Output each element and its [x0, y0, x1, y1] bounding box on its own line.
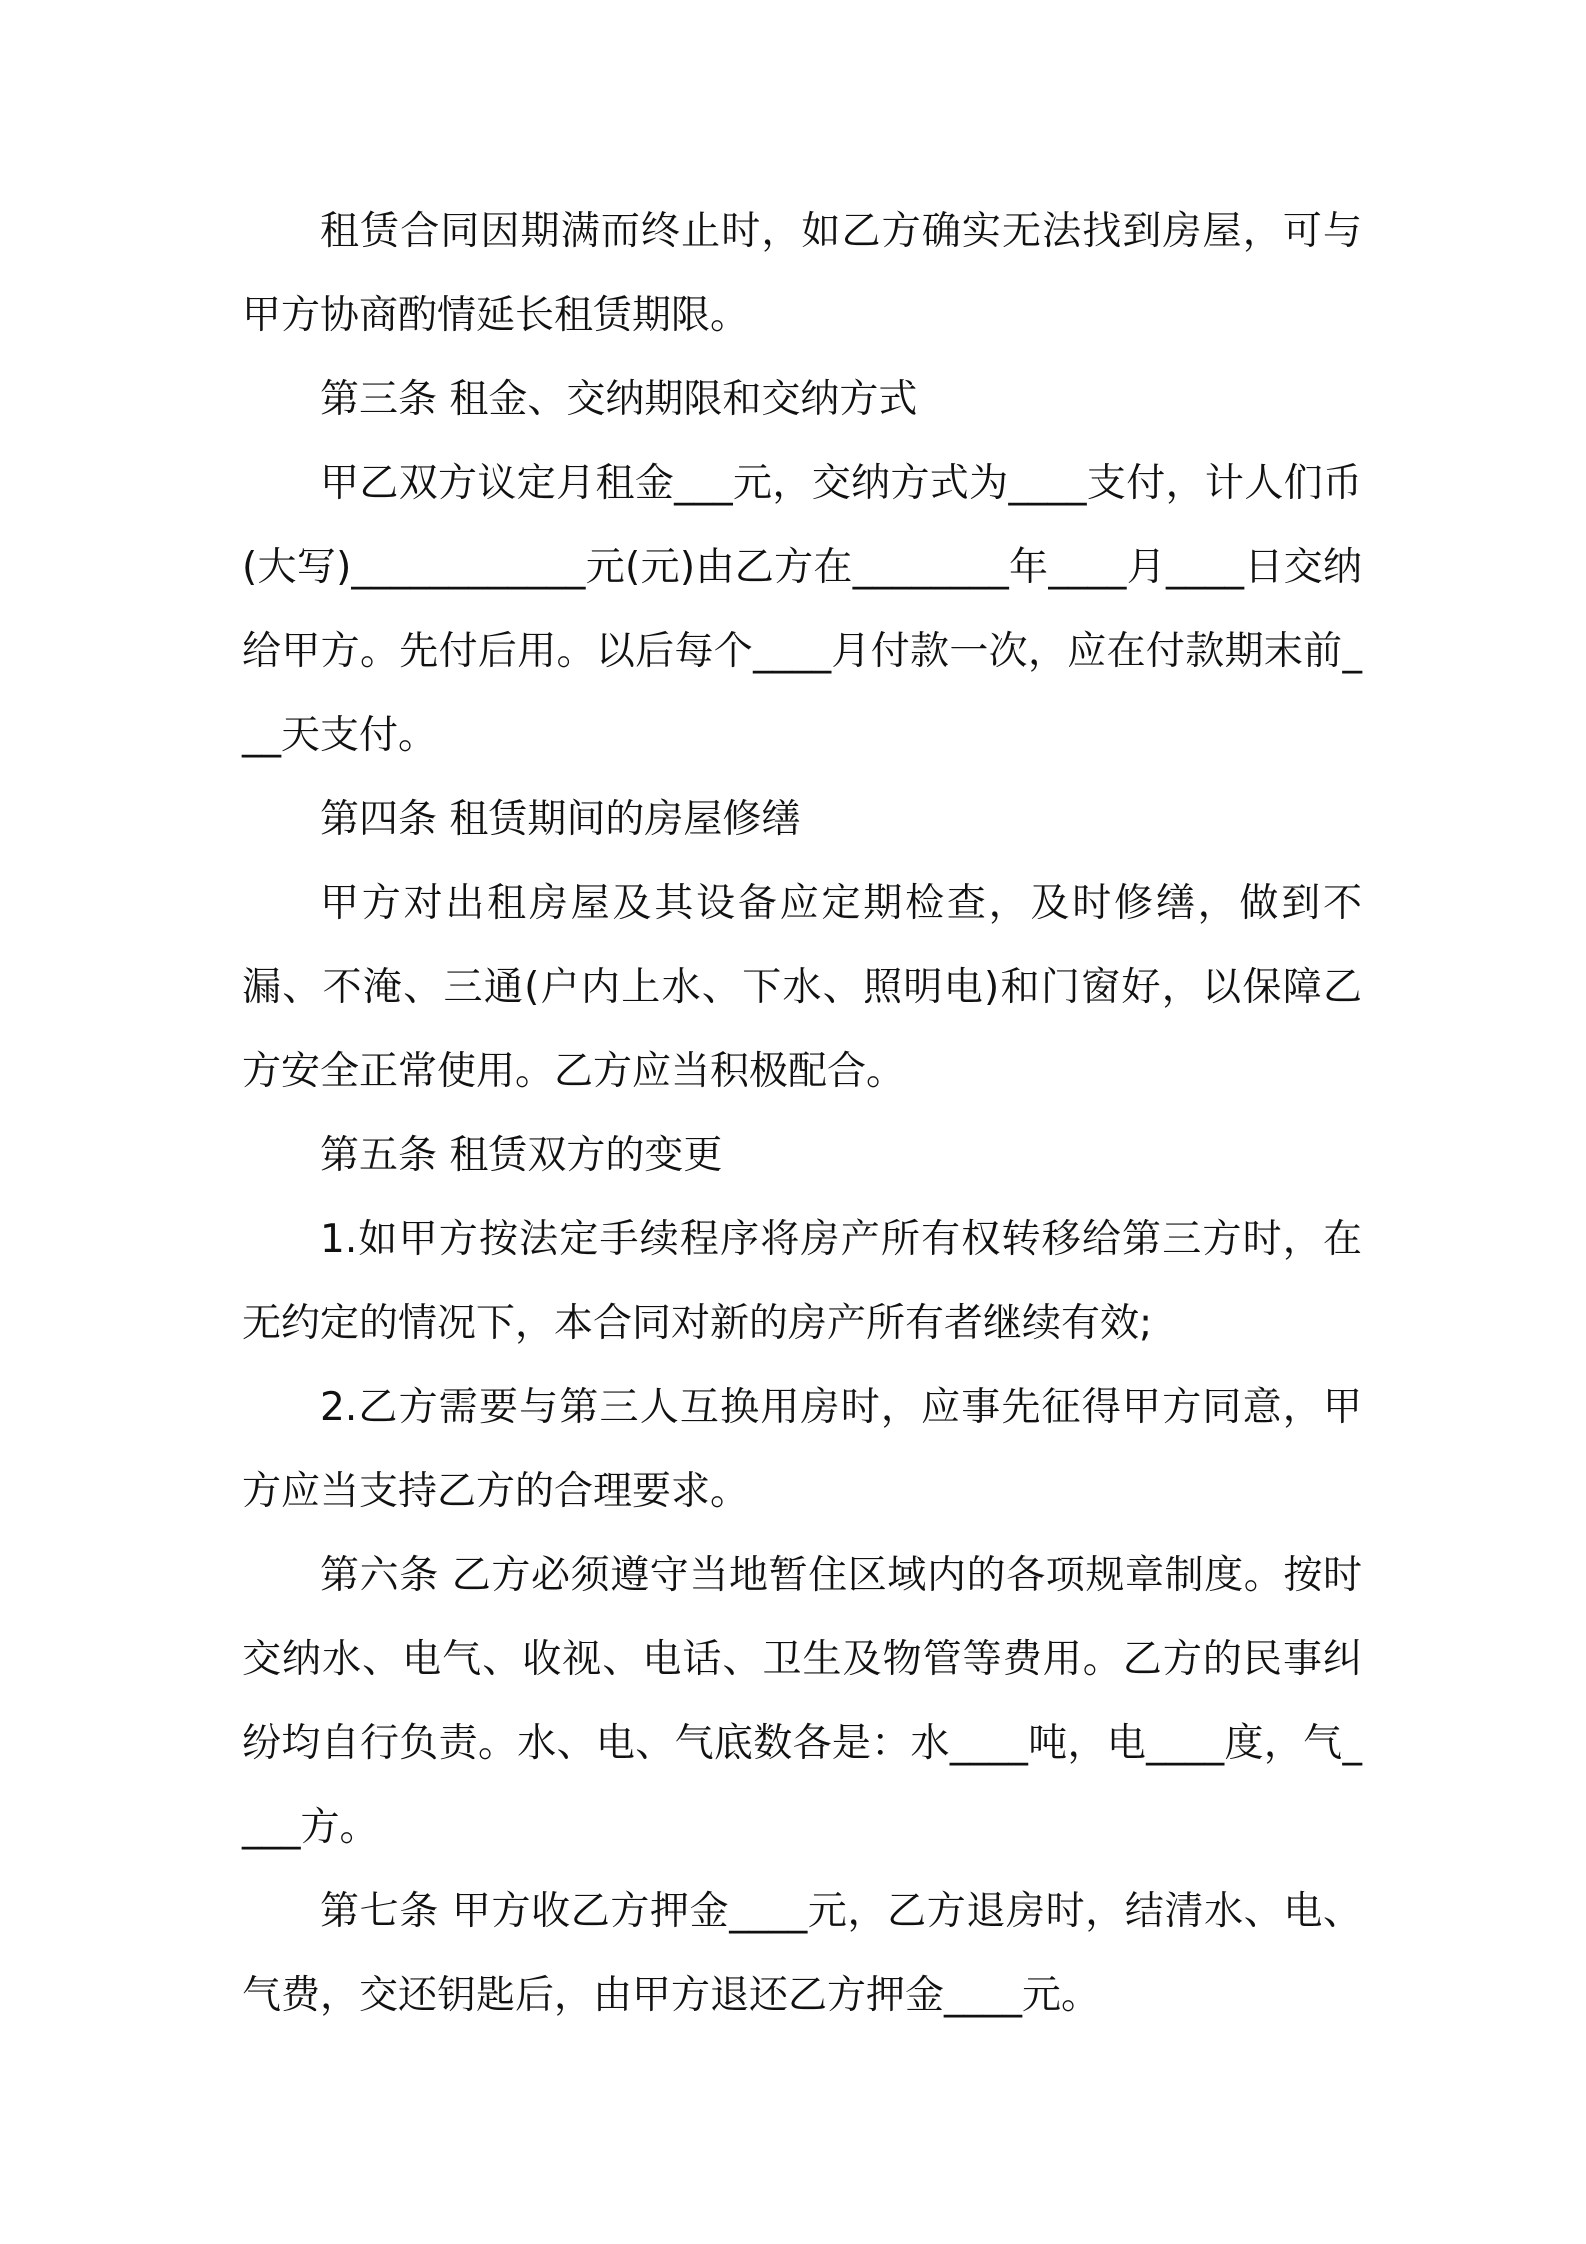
article-5-item-1: 1.如甲方按法定手续程序将房产所有权转移给第三方时，在无约定的情况下，本合同对新的房产所有者继续有效;	[242, 1217, 1362, 1346]
article-4-heading: 第四条 租赁期间的房屋修缮	[320, 797, 801, 842]
paragraph-lease-extension: 租赁合同因期满而终止时，如乙方确实无法找到房屋，可与甲方协商酌情延长租赁期限。	[242, 209, 1362, 338]
article-5-heading: 第五条 租赁双方的变更	[320, 1133, 723, 1178]
article-6-body: 第六条 乙方必须遵守当地暂住区域内的各项规章制度。按时交纳水、电气、收视、电话、卫生及物管等费用。乙方的民事纠纷均自行负责。水、电、气底数各是：水____吨，电____度，气____方。	[242, 1553, 1362, 1850]
article-3-body: 甲乙双方议定月租金___元，交纳方式为____支付，计人们币(大写)____________元(元)由乙方在________年____月____日交纳给甲方。先付后用。以后每个____月付款一次，应在付款期末前___天支付。	[242, 461, 1362, 758]
article-7-body: 第七条 甲方收乙方押金____元，乙方退房时，结清水、电、气费，交还钥匙后，由甲方退还乙方押金____元。	[242, 1889, 1362, 2018]
article-4-body: 甲方对出租房屋及其设备应定期检查，及时修缮，做到不漏、不淹、三通(户内上水、下水、照明电)和门窗好，以保障乙方安全正常使用。乙方应当积极配合。	[242, 881, 1362, 1094]
article-3-heading: 第三条 租金、交纳期限和交纳方式	[320, 377, 918, 422]
article-5-item-2: 2.乙方需要与第三人互换用房时，应事先征得甲方同意，甲方应当支持乙方的合理要求。	[242, 1385, 1362, 1514]
document-body	[242, 190, 1362, 2038]
